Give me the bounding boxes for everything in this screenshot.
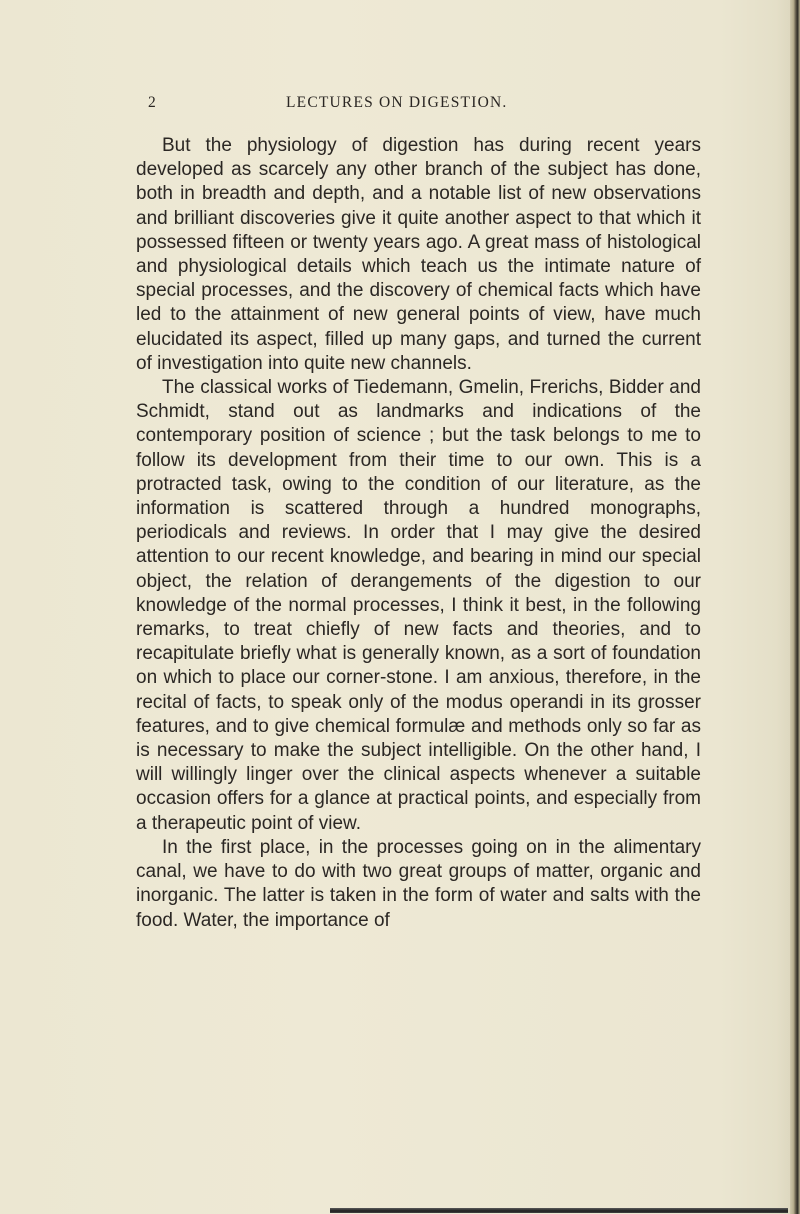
paragraph-1: But the physiology of digestion has during recent years developed as scarcely any other branch of the subject has done, both in breadth and depth, and a notable list of new observations and brilliant discoveries give it quite another aspect to that which it possessed fifteen or twenty years ago. A great mass of histological and physiological details which teach us the intimate nature of special processes, and the discovery of chemical facts which have led to the attainment of new general points of view, have much elucidated its aspect, filled up many gaps, and turned the current of investigation into quite new channels. [136,135,701,374]
paragraph-3: In the first place, in the processes going on in the alimentary canal, we have to do with two great groups of matter, organic and inorganic. The latter is taken in the form of water and salts with the food. Water, the importance of [136,836,701,931]
page-edge-shadow [790,0,800,1214]
page-header [136,94,696,118]
paragraph-2: The classical works of Tiedemann, Gmelin, Frerichs, Bidder and Schmidt, stand out as landmarks and indications of the contemporary position of science ; but the task belongs to me to follow its development from their time to our own. This is a protracted task, owing to the condition of our literature, as the information is scattered through a hundred monographs, periodicals and reviews. In order that I may give the desired attention to our recent knowledge, and bearing in mind our special object, the relation of derangements of the digestion to our knowledge of the normal processes, I think it best, in the following remarks, to treat chiefly of new facts and theories, and to recapitulate briefly what is generally known, as a sort of foundation on which to place our corner-stone. I am anxious, therefore, in the recital of facts, to speak only of the modus operandi in its grosser features, and to give chemical formulæ and methods only so far as is necessary to make the subject intelligible. On the other hand, I will willingly linger over the clinical aspects whenever a suitable occasion offers for a glance at practical points, and especially from a therapeutic point of view. [136,377,701,834]
body-text [136,134,701,933]
running-title: LECTURES ON DIGESTION. [286,94,508,111]
page-number: 2 [148,94,157,111]
page-bottom-edge [330,1208,788,1213]
